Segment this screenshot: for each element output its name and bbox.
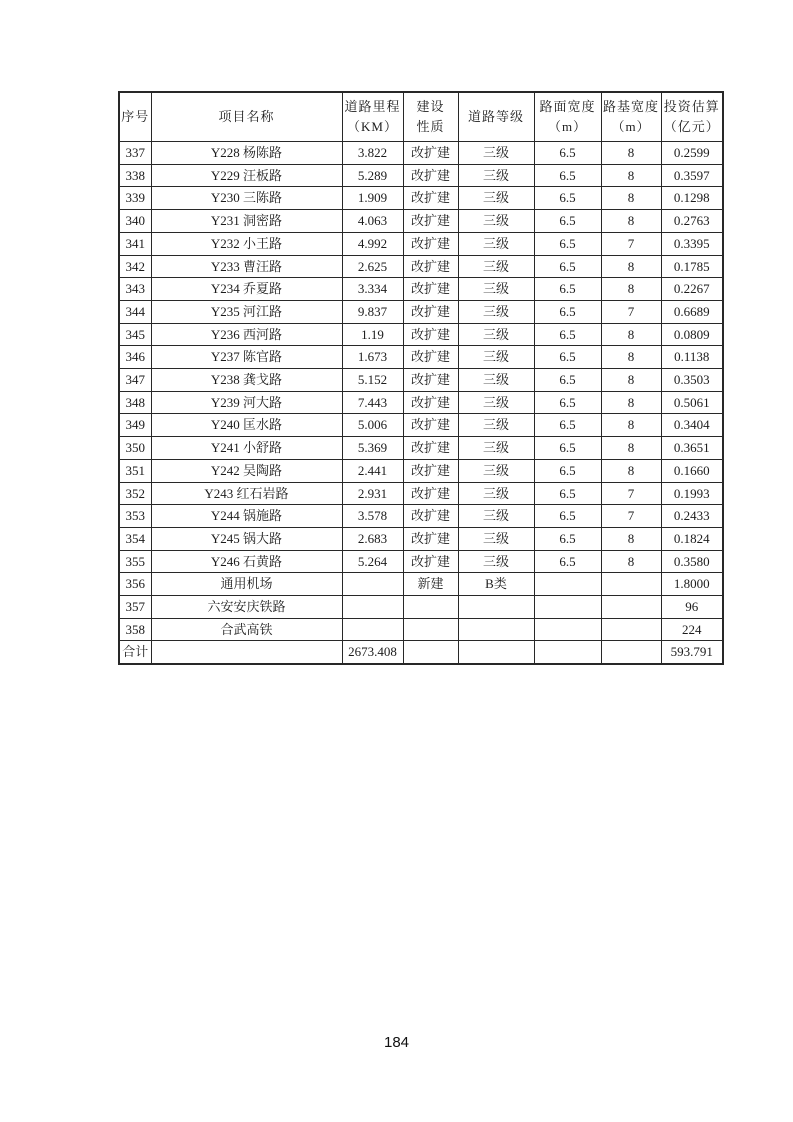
table-cell: 340 bbox=[119, 210, 151, 233]
table-row bbox=[119, 482, 723, 505]
table-row bbox=[119, 505, 723, 528]
table-cell: 8 bbox=[601, 323, 661, 346]
table-cell: 改扩建 bbox=[403, 459, 458, 482]
table-cell: 6.5 bbox=[534, 278, 601, 301]
table-cell: 6.5 bbox=[534, 300, 601, 323]
table-row bbox=[119, 437, 723, 460]
table-cell: 改扩建 bbox=[403, 369, 458, 392]
column-header-sub: （KM） bbox=[347, 119, 398, 134]
table-row bbox=[119, 618, 723, 641]
table-cell: 0.5061 bbox=[661, 391, 723, 414]
table-cell: 改扩建 bbox=[403, 550, 458, 573]
table-cell: 三级 bbox=[458, 346, 534, 369]
table-cell: 改扩建 bbox=[403, 505, 458, 528]
table-cell: 三级 bbox=[458, 164, 534, 187]
table-cell: 2.441 bbox=[342, 459, 403, 482]
table-cell: 341 bbox=[119, 232, 151, 255]
table-cell: 8 bbox=[601, 459, 661, 482]
table-cell bbox=[458, 618, 534, 641]
table-cell: 0.1824 bbox=[661, 527, 723, 550]
table-header bbox=[119, 92, 723, 142]
table-cell: 3.578 bbox=[342, 505, 403, 528]
table-cell: 6.5 bbox=[534, 550, 601, 573]
table-cell: 5.152 bbox=[342, 369, 403, 392]
table-cell: 8 bbox=[601, 414, 661, 437]
table-row bbox=[119, 527, 723, 550]
table-cell: 7.443 bbox=[342, 391, 403, 414]
table-row bbox=[119, 142, 723, 165]
table-cell: 改扩建 bbox=[403, 323, 458, 346]
table-cell: 0.3503 bbox=[661, 369, 723, 392]
column-header-construction-nature bbox=[403, 92, 458, 142]
table-row bbox=[119, 369, 723, 392]
table-cell bbox=[601, 618, 661, 641]
table-cell: 三级 bbox=[458, 527, 534, 550]
table-cell: 2673.408 bbox=[342, 641, 403, 664]
column-header-pavement-width bbox=[534, 92, 601, 142]
table-cell: Y243 红石岩路 bbox=[151, 482, 342, 505]
table-cell: 7 bbox=[601, 482, 661, 505]
table-cell bbox=[601, 641, 661, 664]
table-cell: Y240 匡水路 bbox=[151, 414, 342, 437]
table-cell: Y230 三陈路 bbox=[151, 187, 342, 210]
table-cell: 三级 bbox=[458, 255, 534, 278]
column-header-label: 项目名称 bbox=[218, 109, 275, 124]
table-cell: 6.5 bbox=[534, 187, 601, 210]
table-cell: 6.5 bbox=[534, 142, 601, 165]
table-row bbox=[119, 210, 723, 233]
table-row bbox=[119, 391, 723, 414]
table-cell bbox=[458, 596, 534, 619]
table-cell: 8 bbox=[601, 369, 661, 392]
table-cell: 8 bbox=[601, 391, 661, 414]
table-cell: 0.1785 bbox=[661, 255, 723, 278]
table-cell: 六安安庆铁路 bbox=[151, 596, 342, 619]
table-cell: 8 bbox=[601, 278, 661, 301]
table-cell: 0.1138 bbox=[661, 346, 723, 369]
table-cell: 三级 bbox=[458, 210, 534, 233]
table-cell: 4.992 bbox=[342, 232, 403, 255]
table-cell: 6.5 bbox=[534, 505, 601, 528]
table-row bbox=[119, 459, 723, 482]
table-cell: 新建 bbox=[403, 573, 458, 596]
table-cell: 351 bbox=[119, 459, 151, 482]
table-cell: Y232 小王路 bbox=[151, 232, 342, 255]
table-cell: 7 bbox=[601, 232, 661, 255]
table-cell: 改扩建 bbox=[403, 437, 458, 460]
table-body bbox=[119, 142, 723, 665]
table-row bbox=[119, 232, 723, 255]
table-cell: 1.673 bbox=[342, 346, 403, 369]
table-cell: 347 bbox=[119, 369, 151, 392]
table-cell: 三级 bbox=[458, 323, 534, 346]
table-cell: 0.0809 bbox=[661, 323, 723, 346]
table-header-row bbox=[119, 92, 723, 142]
table-cell: 6.5 bbox=[534, 391, 601, 414]
table-cell: 5.006 bbox=[342, 414, 403, 437]
table-cell: 改扩建 bbox=[403, 164, 458, 187]
table-cell bbox=[403, 641, 458, 664]
table-cell: 6.5 bbox=[534, 459, 601, 482]
column-header-subgrade-width bbox=[601, 92, 661, 142]
table-cell: Y246 石黄路 bbox=[151, 550, 342, 573]
table-cell: 358 bbox=[119, 618, 151, 641]
table-cell: 0.1993 bbox=[661, 482, 723, 505]
table-cell: 6.5 bbox=[534, 164, 601, 187]
table-cell: 350 bbox=[119, 437, 151, 460]
table-cell bbox=[534, 573, 601, 596]
table-cell: Y231 洞密路 bbox=[151, 210, 342, 233]
table-cell bbox=[403, 596, 458, 619]
column-header-label: 道路等级 bbox=[467, 109, 524, 124]
table-cell: 9.837 bbox=[342, 300, 403, 323]
table-row bbox=[119, 278, 723, 301]
table-cell: 三级 bbox=[458, 459, 534, 482]
table-cell: 344 bbox=[119, 300, 151, 323]
table-cell: 3.822 bbox=[342, 142, 403, 165]
table-cell: 6.5 bbox=[534, 255, 601, 278]
table-cell: 改扩建 bbox=[403, 142, 458, 165]
table-cell: Y235 河江路 bbox=[151, 300, 342, 323]
column-header-road-mileage bbox=[342, 92, 403, 142]
table-row bbox=[119, 323, 723, 346]
table-cell: 7 bbox=[601, 505, 661, 528]
table-cell: 改扩建 bbox=[403, 210, 458, 233]
table-cell: 8 bbox=[601, 550, 661, 573]
table-cell: 1.8000 bbox=[661, 573, 723, 596]
column-header-sub: 性质 bbox=[416, 119, 445, 134]
table-cell bbox=[342, 573, 403, 596]
table-cell: 6.5 bbox=[534, 323, 601, 346]
table-cell: 改扩建 bbox=[403, 414, 458, 437]
column-header-label: 路面宽度 bbox=[539, 99, 596, 114]
table-cell: 三级 bbox=[458, 187, 534, 210]
table-cell: 6.5 bbox=[534, 232, 601, 255]
table-cell: 三级 bbox=[458, 550, 534, 573]
table-cell: 三级 bbox=[458, 391, 534, 414]
table-cell: 8 bbox=[601, 346, 661, 369]
table-cell: 6.5 bbox=[534, 414, 601, 437]
table-cell: 改扩建 bbox=[403, 346, 458, 369]
table-cell: 改扩建 bbox=[403, 300, 458, 323]
table-cell: 三级 bbox=[458, 278, 534, 301]
table-cell: Y234 乔夏路 bbox=[151, 278, 342, 301]
table-cell: 合武高铁 bbox=[151, 618, 342, 641]
table-cell: 1.19 bbox=[342, 323, 403, 346]
table-cell: 346 bbox=[119, 346, 151, 369]
table-cell: 352 bbox=[119, 482, 151, 505]
table-cell: 6.5 bbox=[534, 210, 601, 233]
table-cell: 6.5 bbox=[534, 437, 601, 460]
column-header-label: 投资估算 bbox=[663, 99, 720, 114]
table-row bbox=[119, 414, 723, 437]
table-cell: 改扩建 bbox=[403, 527, 458, 550]
column-header-label: 序号 bbox=[121, 109, 150, 124]
table-cell: 0.3395 bbox=[661, 232, 723, 255]
table-cell: Y236 西河路 bbox=[151, 323, 342, 346]
table-cell: 337 bbox=[119, 142, 151, 165]
table-cell: 7 bbox=[601, 300, 661, 323]
table-cell: 0.6689 bbox=[661, 300, 723, 323]
table-cell: 三级 bbox=[458, 232, 534, 255]
table-cell: 通用机场 bbox=[151, 573, 342, 596]
table-cell: 三级 bbox=[458, 505, 534, 528]
table-cell bbox=[601, 596, 661, 619]
table-cell: 6.5 bbox=[534, 527, 601, 550]
table-cell: B类 bbox=[458, 573, 534, 596]
table-cell: 1.909 bbox=[342, 187, 403, 210]
table-cell: 5.289 bbox=[342, 164, 403, 187]
table-cell: 348 bbox=[119, 391, 151, 414]
table-cell: Y245 锅大路 bbox=[151, 527, 342, 550]
table-cell: 5.264 bbox=[342, 550, 403, 573]
column-header-sub: （亿元） bbox=[663, 119, 720, 134]
table-cell: Y238 龚戈路 bbox=[151, 369, 342, 392]
table-cell: 0.2763 bbox=[661, 210, 723, 233]
table-cell: 342 bbox=[119, 255, 151, 278]
table-cell: 345 bbox=[119, 323, 151, 346]
table-cell: 0.1298 bbox=[661, 187, 723, 210]
table-cell: 改扩建 bbox=[403, 391, 458, 414]
table-cell: 2.683 bbox=[342, 527, 403, 550]
table-cell: 5.369 bbox=[342, 437, 403, 460]
table-cell: 0.3580 bbox=[661, 550, 723, 573]
table-cell: Y244 锅施路 bbox=[151, 505, 342, 528]
table-cell: 338 bbox=[119, 164, 151, 187]
table-cell: 6.5 bbox=[534, 346, 601, 369]
table-cell: 改扩建 bbox=[403, 255, 458, 278]
table-cell: 8 bbox=[601, 187, 661, 210]
table-row bbox=[119, 550, 723, 573]
table-cell: 6.5 bbox=[534, 369, 601, 392]
table-cell: 343 bbox=[119, 278, 151, 301]
table-cell: 4.063 bbox=[342, 210, 403, 233]
table-cell: 三级 bbox=[458, 300, 534, 323]
table-cell: Y239 河大路 bbox=[151, 391, 342, 414]
column-header-road-grade bbox=[458, 92, 534, 142]
table-row bbox=[119, 300, 723, 323]
table-cell: 349 bbox=[119, 414, 151, 437]
table-cell: 6.5 bbox=[534, 482, 601, 505]
table-cell: Y241 小舒路 bbox=[151, 437, 342, 460]
column-header-sub: （m） bbox=[547, 119, 588, 134]
table-row bbox=[119, 596, 723, 619]
table-cell: 224 bbox=[661, 618, 723, 641]
table-cell: 354 bbox=[119, 527, 151, 550]
table-cell: 0.3404 bbox=[661, 414, 723, 437]
table-cell: 合计 bbox=[119, 641, 151, 664]
table-row bbox=[119, 187, 723, 210]
table-row bbox=[119, 164, 723, 187]
table-cell bbox=[601, 573, 661, 596]
table-cell: 三级 bbox=[458, 369, 534, 392]
table-cell: 0.1660 bbox=[661, 459, 723, 482]
column-header-project-name bbox=[151, 92, 342, 142]
table-row bbox=[119, 573, 723, 596]
table-cell: 8 bbox=[601, 210, 661, 233]
table-cell: 三级 bbox=[458, 414, 534, 437]
table-cell: 339 bbox=[119, 187, 151, 210]
table-cell: 8 bbox=[601, 255, 661, 278]
table-cell: 355 bbox=[119, 550, 151, 573]
table-cell: 357 bbox=[119, 596, 151, 619]
column-header-label: 道路里程 bbox=[344, 99, 401, 114]
table-cell: 改扩建 bbox=[403, 232, 458, 255]
table-cell bbox=[151, 641, 342, 664]
table-cell: 0.3651 bbox=[661, 437, 723, 460]
column-header-label: 路基宽度 bbox=[602, 99, 659, 114]
table-cell: 0.3597 bbox=[661, 164, 723, 187]
table-cell: 2.931 bbox=[342, 482, 403, 505]
table-cell: 三级 bbox=[458, 437, 534, 460]
column-header-investment-estimate bbox=[661, 92, 723, 142]
table-cell: Y228 杨陈路 bbox=[151, 142, 342, 165]
table-cell bbox=[534, 618, 601, 641]
table-cell: 593.791 bbox=[661, 641, 723, 664]
table-cell: 三级 bbox=[458, 142, 534, 165]
table-cell: 96 bbox=[661, 596, 723, 619]
table-cell: 2.625 bbox=[342, 255, 403, 278]
table-cell: Y237 陈官路 bbox=[151, 346, 342, 369]
page-number: 184 bbox=[383, 1034, 410, 1051]
table-cell: 356 bbox=[119, 573, 151, 596]
table-cell: 0.2599 bbox=[661, 142, 723, 165]
table-cell: Y233 曹汪路 bbox=[151, 255, 342, 278]
table-row bbox=[119, 641, 723, 664]
column-header-index bbox=[119, 92, 151, 142]
column-header-sub: （m） bbox=[611, 119, 651, 134]
table-cell: 8 bbox=[601, 164, 661, 187]
table-cell: 353 bbox=[119, 505, 151, 528]
table-row bbox=[119, 255, 723, 278]
table-cell: Y229 汪板路 bbox=[151, 164, 342, 187]
road-projects-table bbox=[118, 91, 724, 665]
table-cell: 8 bbox=[601, 527, 661, 550]
table-cell: 3.334 bbox=[342, 278, 403, 301]
table-cell: Y242 吴陶路 bbox=[151, 459, 342, 482]
table-cell bbox=[342, 596, 403, 619]
table-cell: 8 bbox=[601, 142, 661, 165]
table-cell bbox=[534, 596, 601, 619]
table-cell bbox=[534, 641, 601, 664]
table-cell bbox=[342, 618, 403, 641]
table-cell: 改扩建 bbox=[403, 482, 458, 505]
table-cell: 改扩建 bbox=[403, 187, 458, 210]
table-cell: 8 bbox=[601, 437, 661, 460]
table-cell bbox=[403, 618, 458, 641]
table-row bbox=[119, 346, 723, 369]
column-header-label: 建设 bbox=[416, 99, 445, 114]
table-cell bbox=[458, 641, 534, 664]
table-cell: 三级 bbox=[458, 482, 534, 505]
table-cell: 0.2267 bbox=[661, 278, 723, 301]
table-cell: 改扩建 bbox=[403, 278, 458, 301]
table-cell: 0.2433 bbox=[661, 505, 723, 528]
